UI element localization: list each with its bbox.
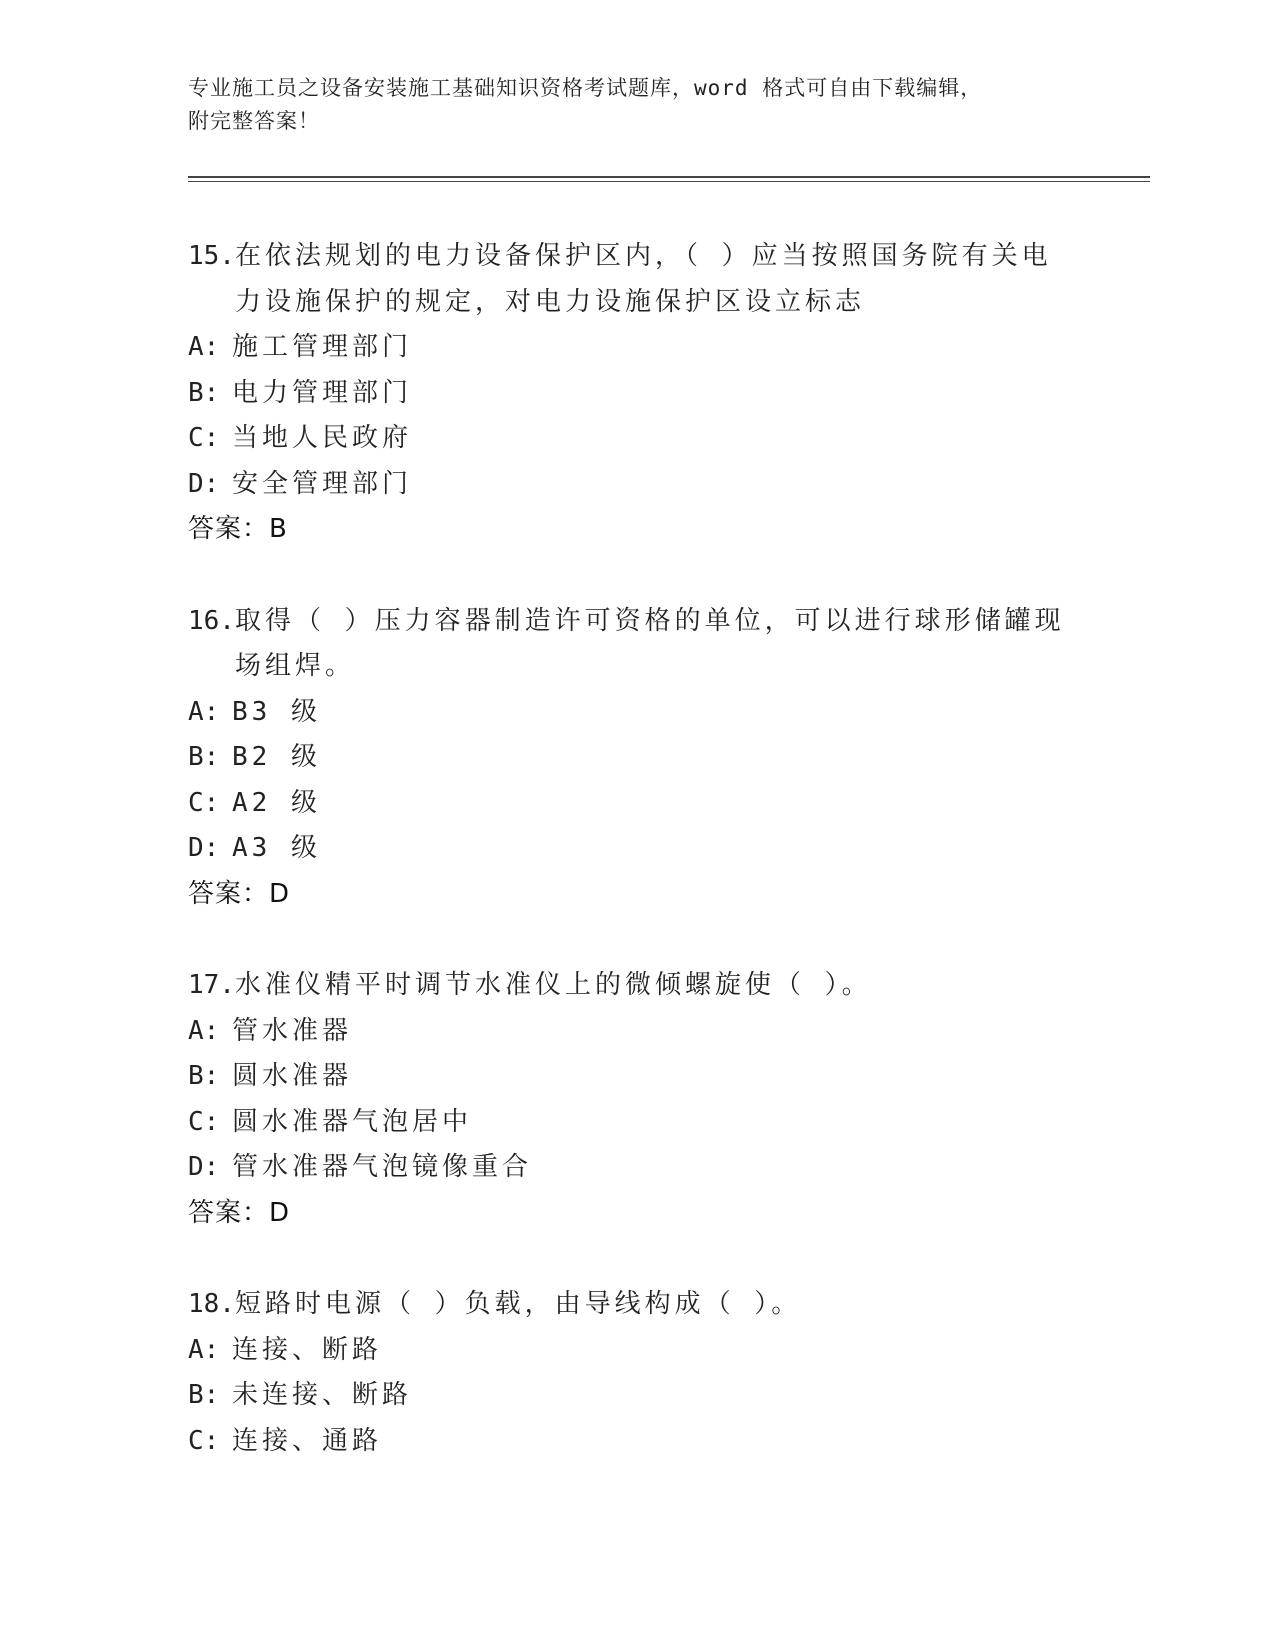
option-letter: C: <box>188 1106 220 1137</box>
option-c <box>188 1419 1068 1465</box>
option-b <box>188 1054 1068 1100</box>
option-letter: C: <box>188 787 220 818</box>
question-15 <box>188 234 1068 553</box>
question-list <box>188 234 1068 1464</box>
option-d <box>188 1145 1068 1191</box>
option-text: 圆水准器气泡居中 <box>232 1106 473 1137</box>
option-a <box>188 1328 1068 1374</box>
header-line-1: 专业施工员之设备安装施工基础知识资格考试题库，word 格式可自由下载编辑， <box>188 76 983 100</box>
question-text: 短路时电源（ ）负载，由导线构成（ ）。 <box>234 1289 802 1319</box>
option-letter: D: <box>188 1152 220 1182</box>
question-number: 18. <box>188 1289 235 1319</box>
option-text: 管水准器气泡镜像重合 <box>232 1152 533 1182</box>
option-text: 当地人民政府 <box>232 423 413 453</box>
option-a <box>188 325 1068 371</box>
option-text: A3 级 <box>232 833 321 863</box>
option-text: A2 级 <box>232 787 321 818</box>
option-letter: C: <box>188 1425 220 1456</box>
question-number: 15. <box>188 241 235 271</box>
option-letter: C: <box>188 423 220 453</box>
option-c <box>188 781 1068 827</box>
header-divider-thick <box>188 176 1150 178</box>
question-number: 16. <box>188 605 235 636</box>
header-line-2: 附完整答案！ <box>188 109 320 133</box>
option-letter: D: <box>188 833 220 863</box>
question-stem <box>188 234 1068 325</box>
option-letter: D: <box>188 468 220 499</box>
option-c <box>188 1100 1068 1146</box>
option-letter: A: <box>188 1015 220 1046</box>
document-header <box>188 72 1088 138</box>
question-text: 水准仪精平时调节水准仪上的微倾螺旋使（ ）。 <box>234 970 872 1000</box>
option-text: B2 级 <box>232 742 321 772</box>
option-b <box>188 1373 1068 1419</box>
option-a <box>188 1009 1068 1055</box>
question-stem <box>188 1282 1068 1328</box>
option-text: 安全管理部门 <box>232 468 413 499</box>
answer-line: 答案：D <box>188 878 291 909</box>
option-text: 电力管理部门 <box>232 377 413 408</box>
option-letter: B: <box>188 1061 220 1091</box>
question-text: 取得（ ）压力容器制造许可资格的单位，可以进行球形储罐现场组焊。 <box>234 605 1065 681</box>
option-d <box>188 462 1068 508</box>
option-letter: B: <box>188 377 220 408</box>
question-number: 17. <box>188 970 235 1000</box>
option-text: 未连接、断路 <box>232 1380 413 1410</box>
option-text: B3 级 <box>232 696 321 727</box>
option-letter: A: <box>188 696 220 727</box>
question-18 <box>188 1282 1068 1464</box>
option-text: 管水准器 <box>232 1015 353 1046</box>
option-letter: B: <box>188 1380 220 1410</box>
question-stem <box>188 963 1068 1009</box>
answer-line: 答案：D <box>188 1197 291 1228</box>
option-text: 圆水准器 <box>232 1061 353 1091</box>
option-b <box>188 735 1068 781</box>
option-text: 施工管理部门 <box>232 332 413 362</box>
option-letter: A: <box>188 1334 220 1365</box>
option-letter: B: <box>188 742 220 772</box>
header-divider-thin <box>188 181 1150 182</box>
question-stem <box>188 599 1068 690</box>
answer-line: 答案：B <box>188 514 288 544</box>
option-text: 连接、通路 <box>232 1425 383 1456</box>
question-text: 在依法规划的电力设备保护区内，（ ）应当按照国务院有关电力设施保护的规定，对电力设施保护区设立标志 <box>234 241 1052 317</box>
option-d <box>188 826 1068 872</box>
question-16 <box>188 599 1068 918</box>
option-letter: A: <box>188 332 220 362</box>
option-a <box>188 690 1068 736</box>
question-17 <box>188 963 1068 1236</box>
option-b <box>188 371 1068 417</box>
option-text: 连接、断路 <box>232 1334 383 1365</box>
option-c <box>188 416 1068 462</box>
